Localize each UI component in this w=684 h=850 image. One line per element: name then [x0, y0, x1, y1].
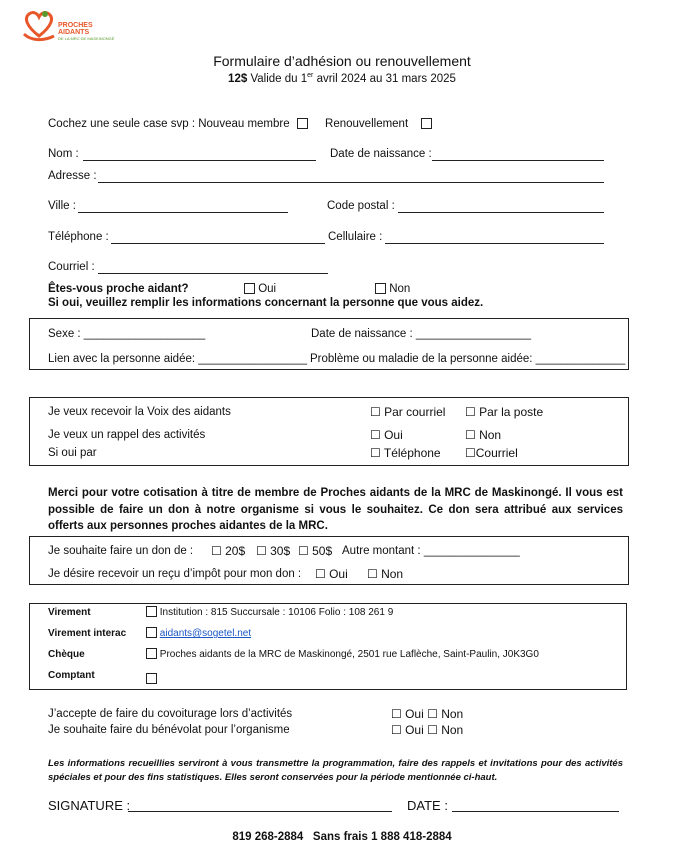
valid-prefix: Valide du 1: [250, 72, 308, 85]
aided-naissance[interactable]: Date de naissance : __________________: [311, 328, 531, 340]
new-member-checkbox[interactable]: [297, 118, 308, 129]
benevolat-choice[interactable]: ☐ Oui ☐ Non: [391, 723, 464, 737]
interac-email-link[interactable]: aidants@sogetel.net: [159, 628, 252, 639]
merci-paragraph: Merci pour votre cotisation à titre de membre de Proches aidants de la MRC de Maskinongé. Il vous est possible de faire un don à notre organisme si vous le souhaitez. Ce don sera attribué aux services offerts aux personnes proches aidantes de la MRC.: [48, 487, 623, 532]
sioui-label: Si oui par: [48, 447, 97, 459]
ville-field[interactable]: [78, 212, 288, 213]
logo-line3: DE LA MRC DE MASKINONGÉ: [58, 36, 115, 41]
caregiver-yes: [244, 283, 276, 295]
naissance-field[interactable]: [432, 160, 604, 161]
price: 12$: [228, 72, 248, 85]
caregiver-no-label: Non: [389, 283, 411, 295]
cheque-checkbox[interactable]: [146, 648, 157, 659]
renewal-label: Renouvellement: [325, 118, 409, 130]
page-title: Formulaire d’adhésion ou renouvellement: [213, 53, 471, 69]
don-20-option[interactable]: ☐ 20$: [211, 544, 246, 558]
caregiver-no: [375, 283, 410, 295]
comptant-checkbox[interactable]: [146, 673, 157, 684]
membership-row: [48, 118, 432, 130]
logo: [20, 6, 115, 46]
cellulaire-label: Cellulaire :: [328, 231, 383, 243]
footer-phone: 819 268-2884 Sans frais 1 888 418-2884: [232, 831, 452, 843]
valid-sup: er: [307, 72, 314, 79]
adresse-label: Adresse :: [48, 170, 97, 182]
valid-suffix: avril 2024 au 31 mars 2025: [313, 72, 456, 85]
postal-label: Code postal :: [327, 200, 395, 212]
caregiver-instruction: Si oui, veuillez remplir les informations concernant la personne que vous aidez.: [48, 297, 484, 309]
benevolat-label: Je souhaite faire du bénévolat pour l’organisme: [48, 724, 290, 736]
telephone-field[interactable]: [111, 243, 325, 244]
voix-courriel-option[interactable]: ☐ Par courriel: [370, 405, 446, 419]
caregiver-question: Êtes-vous proche aidant?: [48, 283, 189, 295]
payment-comptant-row: [146, 669, 157, 687]
payment-comptant-label: Comptant: [48, 670, 95, 681]
rappel-label: Je veux un rappel des activités: [48, 429, 206, 441]
payment-cheque-row: [146, 648, 539, 660]
postal-field[interactable]: [398, 212, 604, 213]
rappel-courriel-option[interactable]: ☐Courriel: [465, 446, 518, 460]
caregiver-yes-checkbox[interactable]: [244, 283, 255, 294]
validity-line: [0, 72, 684, 85]
aided-sexe[interactable]: Sexe : ___________________: [48, 328, 206, 340]
voix-label: Je veux recevoir la Voix des aidants: [48, 406, 231, 418]
nom-label: Nom :: [48, 148, 79, 160]
recu-label: Je désire recevoir un reçu d’impôt pour mon don :: [48, 568, 302, 580]
telephone-label: Téléphone :: [48, 231, 109, 243]
signature-field[interactable]: [128, 811, 392, 812]
courriel-field[interactable]: [98, 273, 328, 274]
payment-virement-row: [146, 606, 393, 618]
payment-interac-row: [146, 627, 251, 639]
voix-poste-option[interactable]: ☐ Par la poste: [465, 405, 544, 419]
nom-field[interactable]: [83, 160, 316, 161]
aided-probleme[interactable]: Problème ou maladie de la personne aidée: ______________: [310, 353, 626, 365]
privacy-notice: Les informations recueillies serviront à vous transmettre la programmation, faire des rappels et invitations pour des activités spéciales et pour des fins statistiques. Elles seront conservées pour la période mentionnée ci-haut.: [48, 758, 623, 783]
naissance-label: Date de naissance :: [330, 148, 432, 160]
payment-cheque-label: Chèque: [48, 649, 85, 660]
don-30-option[interactable]: ☐ 30$: [256, 544, 291, 558]
date-label: DATE :: [407, 798, 448, 813]
virement-checkbox[interactable]: [146, 606, 157, 617]
signature-label: SIGNATURE :: [48, 798, 131, 813]
payment-virement-label: Virement: [48, 607, 91, 618]
cellulaire-field[interactable]: [385, 243, 604, 244]
covoiturage-label: J’accepte de faire du covoiturage lors d’activités: [48, 708, 293, 720]
virement-info: Institution : 815 Succursale : 10106 Folio : 108 261 9: [159, 607, 394, 618]
logo-line2: AIDANTS: [58, 29, 90, 36]
interac-checkbox[interactable]: [146, 627, 157, 638]
recu-oui-option[interactable]: ☐ Oui: [315, 567, 348, 581]
renewal-checkbox[interactable]: [421, 118, 432, 129]
don-label: Je souhaite faire un don de :: [48, 545, 194, 557]
membership-question: Cochez une seule case svp : Nouveau membre: [48, 118, 290, 130]
adresse-field[interactable]: [98, 182, 604, 183]
recu-non-option[interactable]: ☐ Non: [367, 567, 404, 581]
don-autre-field[interactable]: Autre montant : _______________: [342, 545, 520, 557]
logo-line1: PROCHES: [58, 22, 93, 29]
ville-label: Ville :: [48, 200, 76, 212]
date-field[interactable]: [452, 811, 619, 812]
courriel-label: Courriel :: [48, 261, 95, 273]
heart-hands-icon: [20, 6, 58, 44]
aided-lien[interactable]: Lien avec la personne aidée: _________________: [48, 353, 307, 365]
caregiver-no-checkbox[interactable]: [375, 283, 386, 294]
payment-interac-label: Virement interac: [48, 628, 127, 639]
covoiturage-choice[interactable]: ☐ Oui ☐ Non: [391, 707, 464, 721]
rappel-telephone-option[interactable]: ☐ Téléphone: [370, 446, 441, 460]
don-50-option[interactable]: ☐ 50$: [298, 544, 333, 558]
cheque-info: Proches aidants de la MRC de Maskinongé, 2501 rue Laflèche, Saint-Paulin, J0K3G0: [159, 649, 539, 660]
caregiver-yes-label: Oui: [258, 283, 277, 295]
rappel-oui-option[interactable]: ☐ Oui: [370, 428, 403, 442]
rappel-non-option[interactable]: ☐ Non: [465, 428, 502, 442]
